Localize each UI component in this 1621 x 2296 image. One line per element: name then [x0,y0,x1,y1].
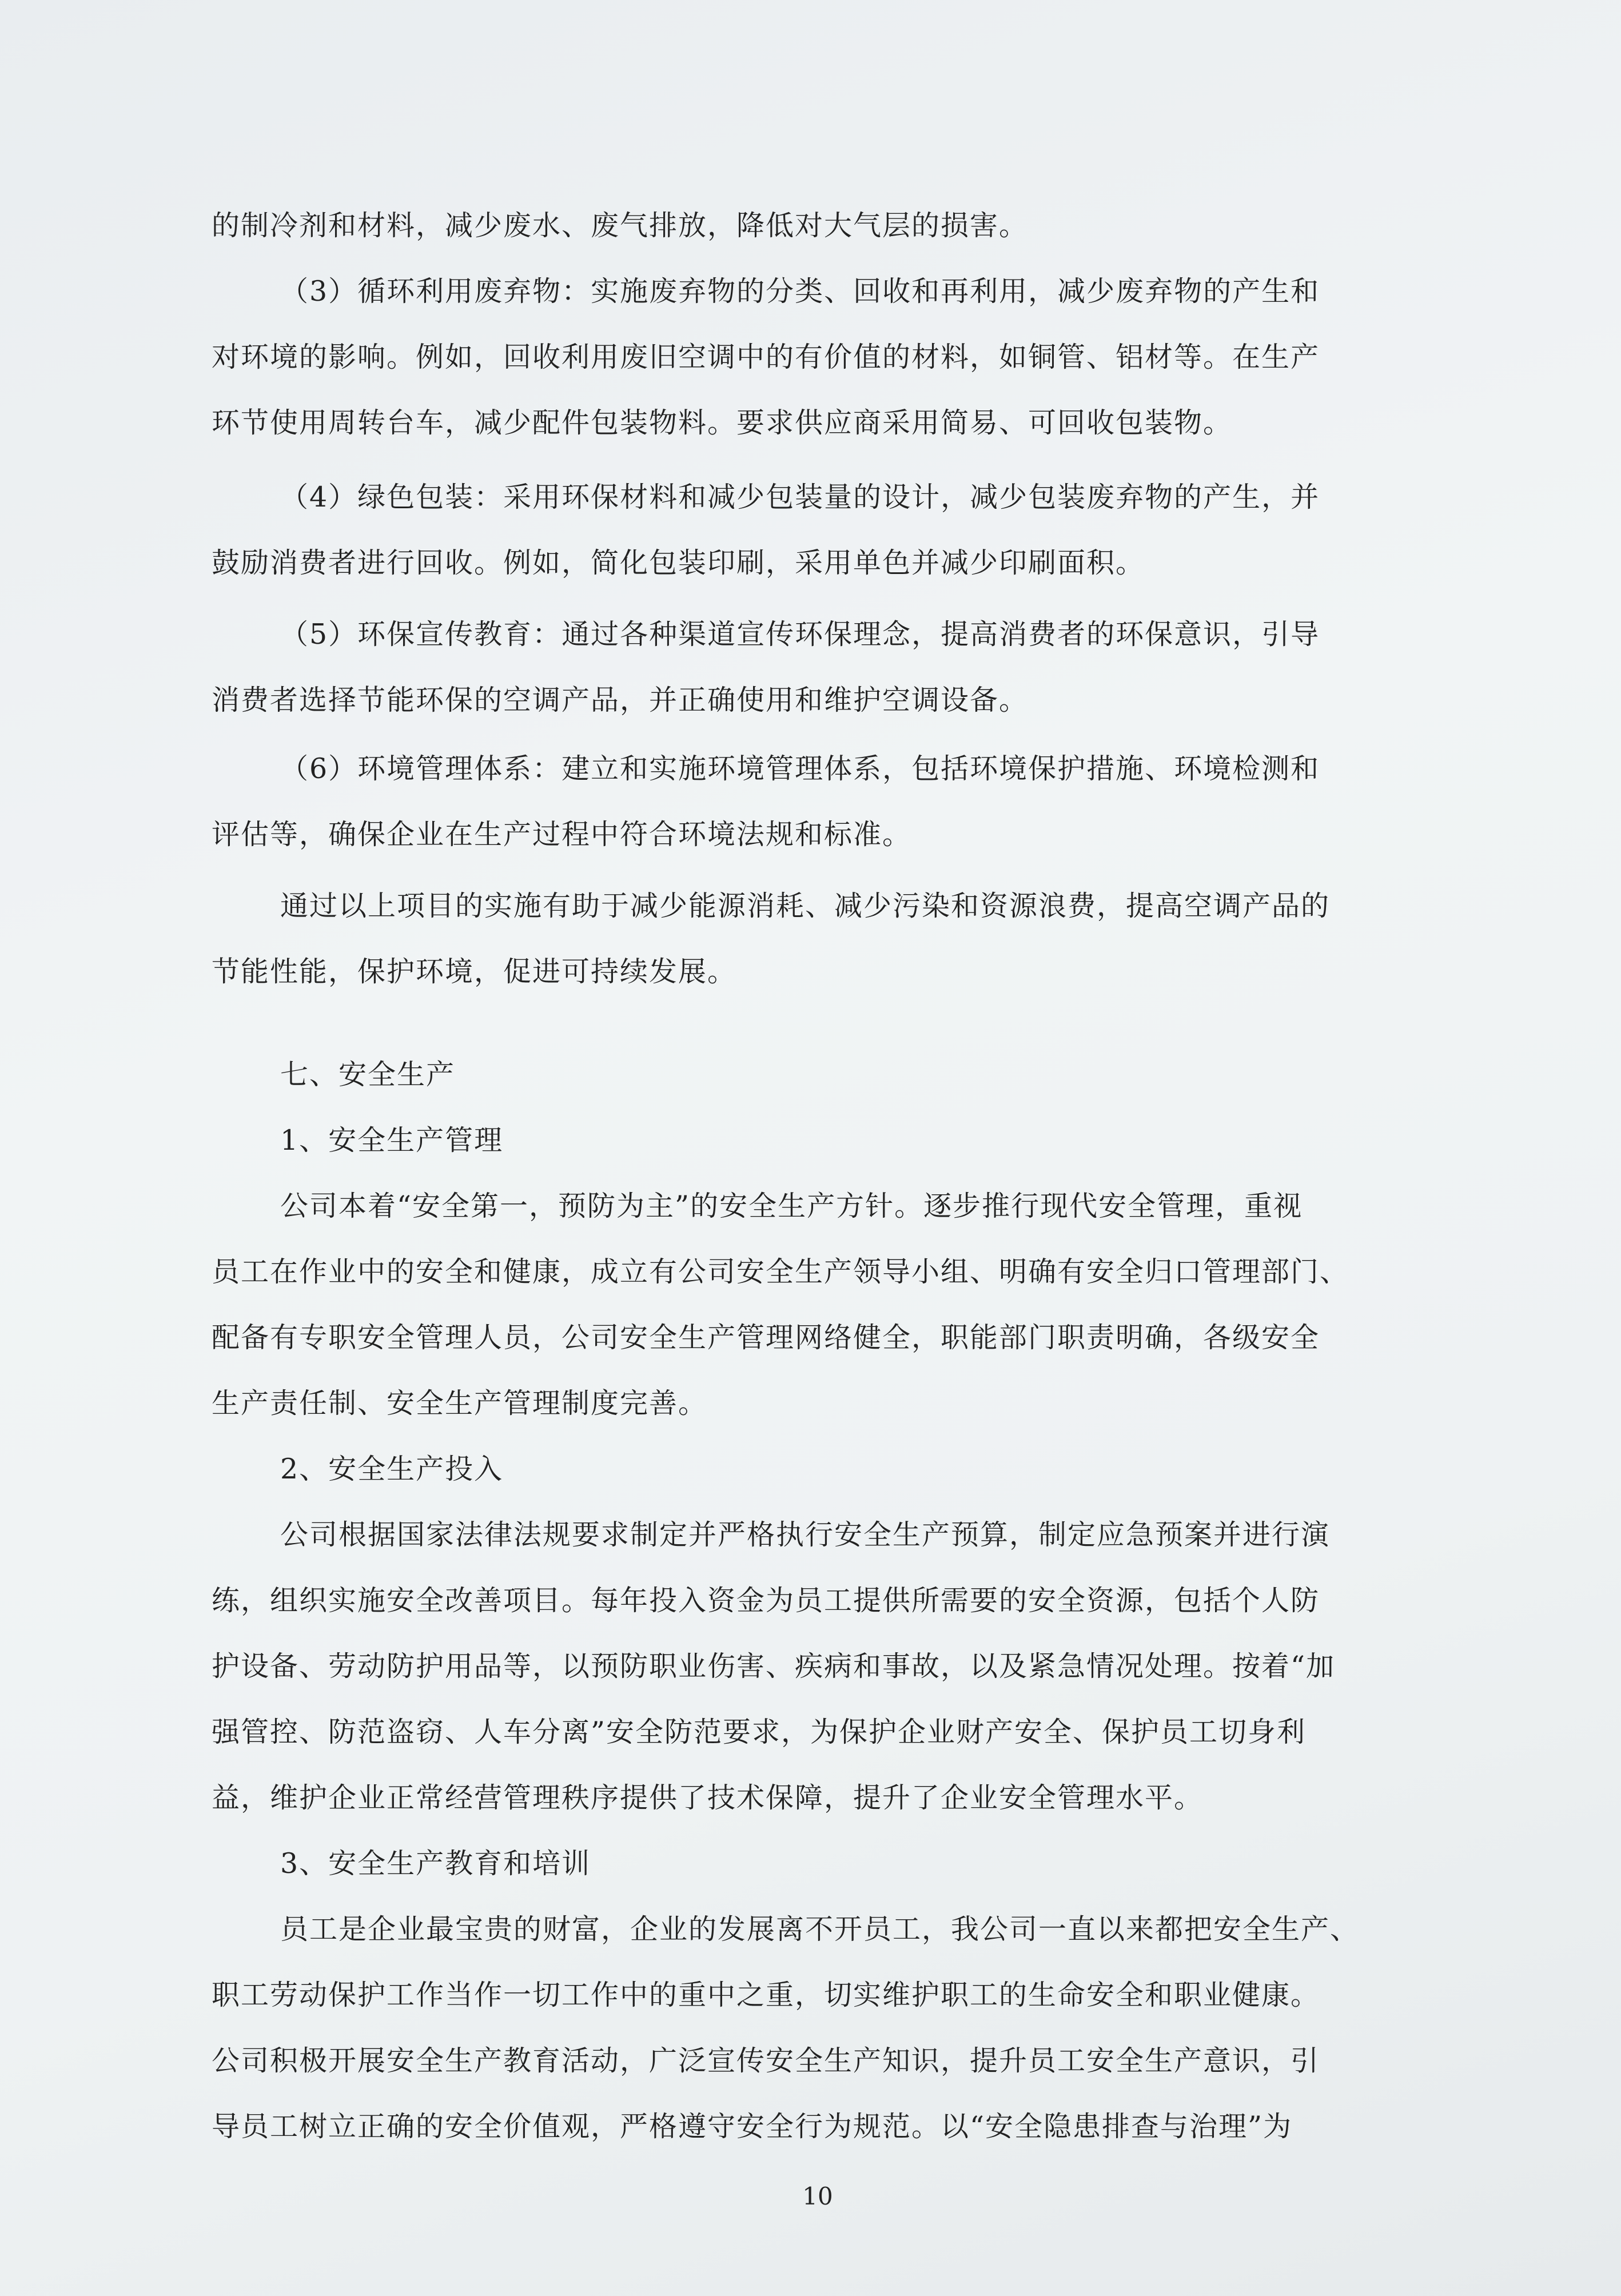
section-heading: 七、安全生产 [280,1058,456,1091]
body-text-line: 导员工树立正确的安全价值观，严格遵守安全行为规范。以“安全隐患排查与治理”为 [212,2110,1293,2143]
body-text-line: 鼓励消费者进行回收。例如，简化包装印刷，采用单色并减少印刷面积。 [212,547,1145,579]
body-text-line: 护设备、劳动防护用品等，以预防职业伤害、疾病和事故，以及紧急情况处理。按着“加 [212,1650,1336,1683]
body-text-line: 益，维护企业正常经营管理秩序提供了技术保障，提升了企业安全管理水平。 [212,1781,1204,1814]
body-text-line: 员工在作业中的安全和健康，成立有公司安全生产领导小组、明确有安全归口管理部门、 [212,1255,1349,1288]
body-text-line: 公司积极开展安全生产教育活动，广泛宣传安全生产知识，提升员工安全生产意识，引 [212,2044,1320,2077]
body-text-line: 消费者选择节能环保的空调产品，并正确使用和维护空调设备。 [212,684,1029,716]
body-text-line: 环节使用周转台车，减少配件包装物料。要求供应商采用简易、可回收包装物。 [212,406,1233,439]
page-number: 10 [802,2182,833,2210]
list-item-line: （6）环境管理体系：建立和实施环境管理体系，包括环境保护措施、环境检测和 [280,752,1320,785]
body-text-line: 生产责任制、安全生产管理制度完善。 [212,1387,708,1420]
paragraph-start-line: 通过以上项目的实施有助于减少能源消耗、减少污染和资源浪费，提高空调产品的 [280,890,1331,922]
body-text-line: 对环境的影响。例如，回收利用废旧空调中的有价值的材料，如铜管、铝材等。在生产 [212,341,1320,373]
paragraph-start-line: 公司根据国家法律法规要求制定并严格执行安全生产预算，制定应急预案并进行演 [280,1518,1331,1551]
body-text-line: 强管控、防范盗窃、人车分离”安全防范要求，为保护企业财产安全、保护员工切身利 [212,1716,1307,1748]
body-text-line: 配备有专职安全管理人员，公司安全生产管理网络健全，职能部门职责明确，各级安全 [212,1321,1320,1354]
paragraph-start-line: 公司本着“安全第一，预防为主”的安全生产方针。逐步推行现代安全管理，重视 [280,1190,1303,1222]
subsection-heading: 3、安全生产教育和培训 [280,1847,591,1880]
list-item-line: （3）循环利用废弃物：实施废弃物的分类、回收和再利用，减少废弃物的产生和 [280,275,1320,308]
subsection-heading: 2、安全生产投入 [280,1453,504,1485]
body-text-line: 评估等，确保企业在生产过程中符合环境法规和标准。 [212,818,912,851]
body-text-line: 节能性能，保护环境，促进可持续发展。 [212,955,737,988]
paragraph-start-line: 员工是企业最宝贵的财富，企业的发展离不开员工，我公司一直以来都把安全生产、 [280,1913,1360,1946]
list-item-line: （4）绿色包装：采用环保材料和减少包装量的设计，减少包装废弃物的产生，并 [280,481,1320,513]
body-text-line: 的制冷剂和材料，减少废水、废气排放，降低对大气层的损害。 [212,209,1029,242]
subsection-heading: 1、安全生产管理 [280,1124,504,1157]
body-text-line: 职工劳动保护工作当作一切工作中的重中之重，切实维护职工的生命安全和职业健康。 [212,1979,1320,2011]
body-text-line: 练，组织实施安全改善项目。每年投入资金为员工提供所需要的安全资源，包括个人防 [212,1584,1320,1617]
list-item-line: （5）环保宣传教育：通过各种渠道宣传环保理念，提高消费者的环保意识，引导 [280,618,1320,651]
